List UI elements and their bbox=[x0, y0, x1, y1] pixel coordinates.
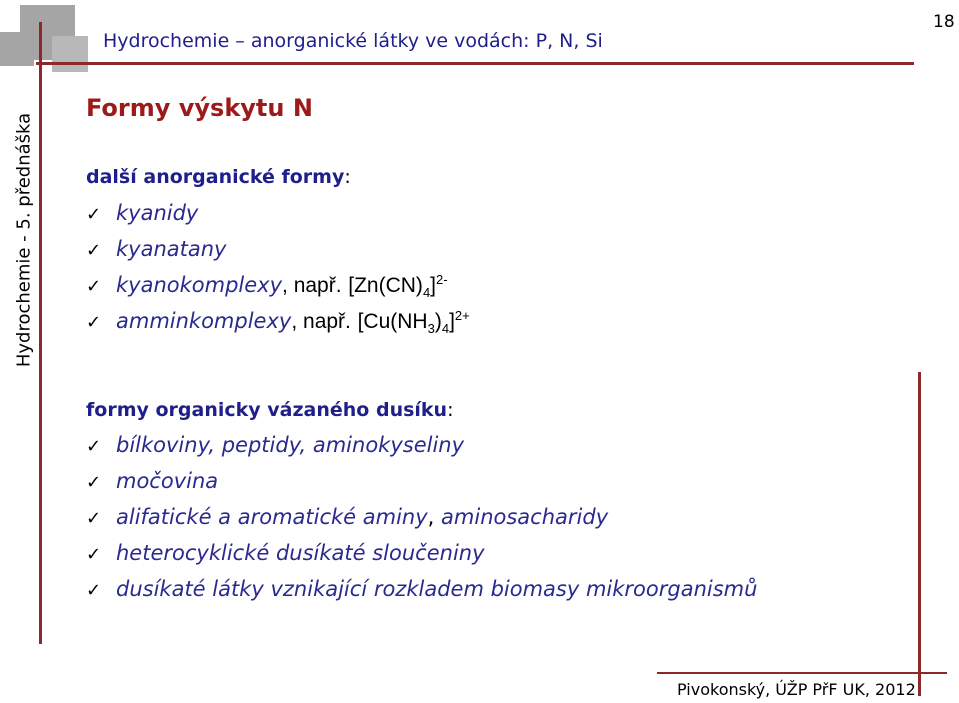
formula-part: ] bbox=[449, 310, 455, 333]
list-item-label: kyanatany bbox=[116, 237, 227, 261]
organic-heading-text: formy organicky vázaného dusíku bbox=[86, 399, 448, 421]
formula-subscript: 4 bbox=[422, 285, 431, 301]
deco-square bbox=[0, 32, 34, 66]
list-item-label: močovina bbox=[116, 469, 219, 493]
list-item-separator: , bbox=[427, 505, 435, 529]
check-icon: ✓ bbox=[86, 204, 102, 225]
organic-heading-colon: : bbox=[447, 399, 454, 421]
formula-subscript: 4 bbox=[441, 321, 450, 337]
list-item bbox=[86, 469, 218, 493]
page-number: 18 bbox=[933, 12, 955, 32]
formula-part: ] bbox=[430, 274, 437, 297]
list-item bbox=[86, 308, 470, 336]
chemical-formula bbox=[348, 272, 448, 301]
formula-charge: 2+ bbox=[454, 308, 470, 323]
check-icon: ✓ bbox=[86, 508, 102, 529]
list-item bbox=[86, 577, 757, 601]
list-item bbox=[86, 505, 608, 529]
header-title: Hydrochemie – anorganické látky ve vodách: P, N, Si bbox=[103, 30, 603, 52]
list-item-label: bílkoviny, peptidy, aminokyseliny bbox=[116, 433, 465, 457]
formula-part: [Cu(NH bbox=[357, 310, 428, 333]
deco-square bbox=[52, 36, 88, 72]
footer-text: Pivokonský, ÚŽP PřF UK, 2012 bbox=[677, 680, 916, 699]
list-item bbox=[86, 237, 226, 261]
list-item-label: kyanidy bbox=[116, 201, 199, 225]
list-item-label: dusíkaté látky vznikající rozkladem biomasy mikroorganismů bbox=[116, 577, 758, 601]
formula-charge: 2- bbox=[436, 272, 448, 287]
header-rule bbox=[36, 62, 914, 65]
list-item bbox=[86, 272, 448, 300]
chemical-formula bbox=[357, 308, 470, 337]
formula-subscript: 3 bbox=[427, 321, 435, 337]
inorganic-heading-colon: : bbox=[344, 166, 351, 188]
footer-rule bbox=[657, 672, 947, 674]
list-item-label: aminosacharidy bbox=[441, 505, 609, 529]
slide-title: Formy výskytu N bbox=[86, 94, 313, 122]
list-item-label: kyanokomplexy bbox=[116, 273, 283, 297]
right-rule bbox=[918, 372, 921, 696]
check-icon: ✓ bbox=[86, 276, 102, 297]
check-icon: ✓ bbox=[86, 472, 102, 493]
check-icon: ✓ bbox=[86, 580, 102, 601]
inorganic-heading-text: další anorganické formy bbox=[86, 166, 345, 188]
list-item-label: alifatické a aromatické aminy bbox=[116, 505, 428, 529]
check-icon: ✓ bbox=[86, 436, 102, 457]
example-text: , např. bbox=[282, 274, 342, 297]
organic-heading bbox=[86, 399, 453, 421]
list-item bbox=[86, 201, 198, 225]
example-text: , např. bbox=[291, 310, 351, 333]
formula-part: ) bbox=[434, 310, 442, 333]
list-item-label: amminkomplexy bbox=[116, 309, 292, 333]
check-icon: ✓ bbox=[86, 240, 102, 261]
left-rule bbox=[39, 22, 42, 644]
formula-part: [Zn(CN) bbox=[348, 274, 423, 297]
check-icon: ✓ bbox=[86, 312, 102, 333]
sidebar-label: Hydrochemie - 5. přednáška bbox=[13, 112, 35, 368]
list-item bbox=[86, 433, 464, 457]
check-icon: ✓ bbox=[86, 544, 102, 565]
inorganic-heading bbox=[86, 166, 351, 188]
list-item bbox=[86, 541, 485, 565]
list-item-label: heterocyklické dusíkaté sloučeniny bbox=[116, 541, 485, 565]
